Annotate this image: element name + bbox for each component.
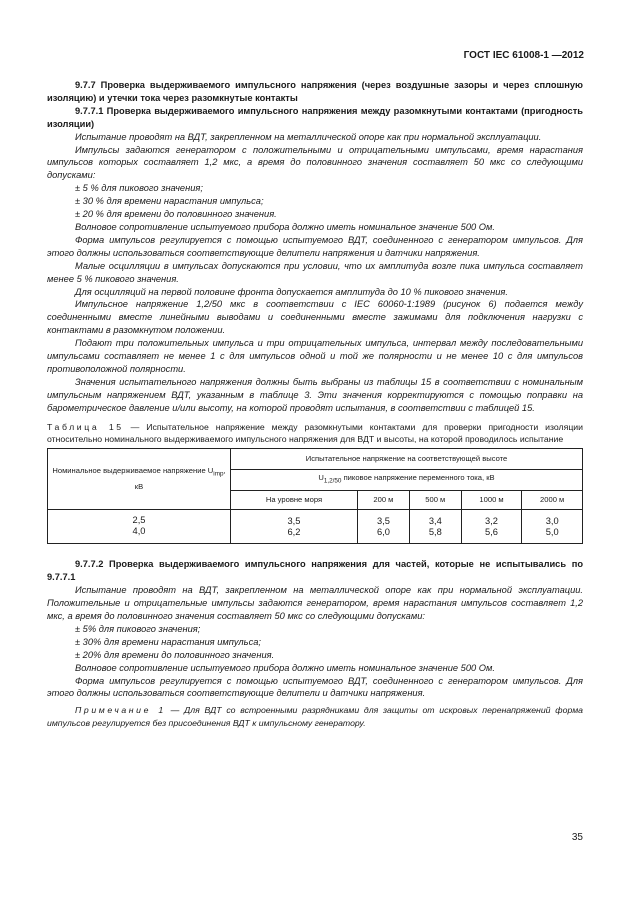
note-text: — Для ВДТ со встроенными разрядниками для защиты от искровых перенапряжений форма импульсов регулируется без присоединения ВДТ к импульсному генератору. [47, 705, 583, 728]
altitude-header: 1000 м [461, 491, 522, 510]
table-cell [357, 510, 409, 544]
tolerance-item: ± 30 % для времени нарастания импульса; [75, 196, 264, 207]
table-cell [461, 510, 522, 544]
table-caption-text: — Испытательное напряжение между разомкнутыми контактами для проверки пригодности изоляции относительно номинального выдерживаемого импульсного напряжения для ВДТ и высоты, на которой проводилось испытание [47, 421, 583, 444]
table-caption [47, 421, 583, 446]
note [47, 704, 583, 729]
table-cell [522, 510, 583, 544]
paragraph: Подают три положительных импульса и три отрицательных импульса, интервал между последовательными импульсами составляет не менее 1 с для импульсов одной и той же полярности и не менее 10 с для импульсов противоположной полярности. [47, 338, 583, 374]
altitude-header: 200 м [357, 491, 409, 510]
paragraph: Форма импульсов регулируется с помощью испытуемого ВДТ, соединенного с генератором импульсов. Для этого должны использоваться соответствующие делители напряжения и датчики напряжения. [47, 234, 583, 258]
tolerance-item: ± 5 % для пикового значения; [75, 183, 203, 194]
sub-header-symbol: U [318, 473, 324, 483]
altitude-header: 2000 м [522, 491, 583, 510]
section-9-7-7-2-title: 9.7.7.2 Проверка выдерживаемого импульсного напряжения для частей, которые не испытывались по 9.7.7.1 [47, 559, 583, 583]
cell-value: 6,2 [287, 526, 301, 537]
table-caption-label: Таблица 15 [47, 421, 124, 432]
note-label: Примечание 1 [75, 705, 166, 716]
paragraph: Волновое сопротивление испытуемого прибора должно иметь номинальное значение 500 Ом. [75, 662, 495, 673]
cell-value: 4,0 [132, 526, 146, 537]
section-9-7-7-title: 9.7.7 Проверка выдерживаемого импульсного напряжения (через воздушные зазоры и через сплошную изоляцию) и утечки тока через разомкнутые контакты [47, 80, 583, 103]
header-unit: , кВ [134, 465, 226, 492]
group-header: Испытательное напряжение на соответствующей высоте [231, 449, 583, 470]
cell-value: 2,5 [132, 515, 146, 526]
sub-header-text: пиковое напряжение переменного тока, кВ [341, 473, 495, 483]
cell-value: 6,0 [376, 526, 390, 537]
header-text: Номинальное выдерживаемое напряжение U [52, 465, 214, 475]
header-subscript: imp [213, 470, 224, 478]
paragraph: Форма импульсов регулируется с помощью испытуемого ВДТ, соединенного с генератором импульсов. Для этого должны использоваться соответствующие делители и датчики напряжения. [47, 675, 583, 699]
cell-value: 3,4 [428, 515, 442, 526]
sub-header [231, 470, 583, 491]
page-number: 35 [571, 832, 583, 843]
tolerance-item: ± 20 % для времени до половинного значения. [75, 209, 277, 220]
paragraph: Для осцилляций на первой половине фронта допускается амплитуда до 10 % пикового значения. [75, 286, 508, 297]
test-voltage-table [47, 448, 583, 544]
table-cell [409, 510, 461, 544]
table-cell [48, 510, 231, 544]
section-9-7-7-1-title: 9.7.7.1 Проверка выдерживаемого импульсного напряжения между разомкнутыми контактами (пригодность изоляции) [47, 105, 583, 129]
cell-value: 3,2 [485, 515, 498, 526]
tolerance-item: ± 30% для времени нарастания импульса; [75, 636, 261, 647]
table-cell [231, 510, 358, 544]
cell-value: 3,0 [545, 515, 559, 526]
paragraph: Импульсное напряжение 1,2/50 мкс в соответствии с IEC 60060-1:1989 (рисунок 6) подается между соединенными вместе линейными выводами и соединенными вместе зажимами для подключения нагрузки с контактами в разомкнутом положении. [47, 299, 583, 336]
cell-value: 3,5 [376, 515, 390, 526]
altitude-header: 500 м [409, 491, 461, 510]
col-rated-voltage-header [48, 449, 231, 510]
paragraph: Значения испытательного напряжения должны быть выбраны из таблицы 15 в соответствии с номинальным импульсным напряжением ВДТ, указанным в таблице 3. Эти значения корректируются с помощью поправки на барометрическое давление и/или высоту, на которой проводят испытания, в соответствии с таблицей 15. [47, 376, 583, 413]
tolerance-item: ± 5% для пикового значения; [75, 623, 201, 634]
cell-value: 5,8 [428, 526, 442, 537]
paragraph: Волновое сопротивление испытуемого прибора должно иметь номинальное значение 500 Ом. [75, 221, 495, 232]
cell-value: 5,0 [545, 526, 559, 537]
paragraph: Импульсы задаются генератором с положительными и отрицательными импульсами, время нарастания импульсов которых составляет 1,2 мкс, а время до половинного значения составляет 50 мкс со следующими допусками: [47, 144, 583, 181]
sub-header-subscript: 1,2/50 [323, 477, 342, 485]
cell-value: 5,6 [485, 526, 498, 537]
paragraph: Испытание проводят на ВДТ, закрепленном на металлической опоре как при нормальной эксплуатации. [75, 131, 542, 142]
cell-value: 3,5 [287, 515, 301, 526]
document-code: ГОСТ IEC 61008-1 —2012 [463, 50, 584, 61]
paragraph: Испытание проводят на ВДТ, закрепленном на металлической опоре как при нормальной эксплуатации. Положительные и отрицательные импульсы задаются генератором, время нарастания импульсов составляет 1,2 мкс, а время до половинного значения составляет 50 мкс со следующими допусками: [47, 585, 583, 621]
page-content [47, 79, 583, 729]
paragraph: Малые осцилляции в импульсах допускаются при условии, что их амплитуда возле пика импульса составляет менее 5 % пикового значения. [47, 260, 583, 284]
tolerance-item: ± 20% для времени до половинного значения. [75, 649, 275, 660]
altitude-header: На уровне моря [231, 491, 358, 510]
